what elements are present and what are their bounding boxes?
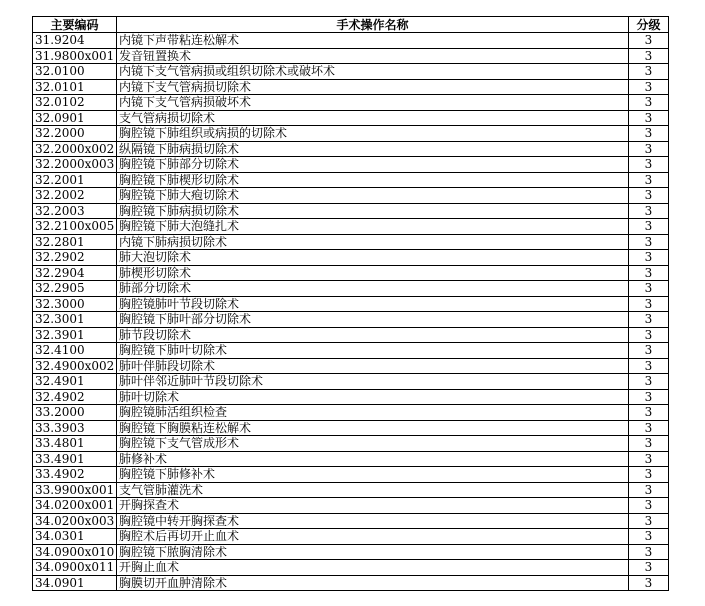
table-row: [33, 513, 669, 529]
cell-procedure-name: 内镜下声带粘连松解术: [117, 33, 629, 49]
procedure-table: [32, 16, 669, 591]
cell-procedure-name: 肺大泡切除术: [117, 250, 629, 266]
table-row: [33, 482, 669, 498]
cell-procedure-name: 胸腔镜下肺叶部分切除术: [117, 312, 629, 328]
cell-procedure-name: 支气管病损切除术: [117, 110, 629, 126]
cell-procedure-name: 内镜下支气管病损切除术: [117, 79, 629, 95]
procedure-table-container: [32, 16, 669, 591]
cell-code: 32.3001: [33, 312, 117, 328]
cell-code: 33.4801: [33, 436, 117, 452]
table-row: [33, 389, 669, 405]
cell-procedure-name: 肺叶切除术: [117, 389, 629, 405]
header-name: 手术操作名称: [117, 17, 629, 33]
table-row: [33, 436, 669, 452]
table-row: [33, 560, 669, 576]
cell-procedure-name: 胸腔镜下肺组织或病损的切除术: [117, 126, 629, 142]
cell-code: 34.0200x001: [33, 498, 117, 514]
cell-grade: 3: [629, 203, 669, 219]
cell-grade: 3: [629, 79, 669, 95]
table-row: [33, 544, 669, 560]
cell-code: 32.2100x005: [33, 219, 117, 235]
table-row: [33, 420, 669, 436]
cell-grade: 3: [629, 296, 669, 312]
cell-code: 34.0901: [33, 575, 117, 591]
cell-grade: 3: [629, 327, 669, 343]
cell-code: 32.0901: [33, 110, 117, 126]
cell-procedure-name: 肺叶伴邻近肺叶节段切除术: [117, 374, 629, 390]
cell-grade: 3: [629, 110, 669, 126]
cell-procedure-name: 胸腔镜肺活组织检查: [117, 405, 629, 421]
table-row: [33, 188, 669, 204]
cell-code: 32.2001: [33, 172, 117, 188]
cell-code: 32.2904: [33, 265, 117, 281]
cell-grade: 3: [629, 219, 669, 235]
cell-procedure-name: 胸腔镜下肺大疱切除术: [117, 188, 629, 204]
cell-procedure-name: 肺叶伴肺段切除术: [117, 358, 629, 374]
table-row: [33, 467, 669, 483]
table-row: [33, 498, 669, 514]
cell-grade: 3: [629, 451, 669, 467]
table-row: [33, 172, 669, 188]
table-row: [33, 575, 669, 591]
cell-code: 32.2000x003: [33, 157, 117, 173]
cell-grade: 3: [629, 64, 669, 80]
cell-procedure-name: 内镜下支气管病损或组织切除术或破坏术: [117, 64, 629, 80]
cell-grade: 3: [629, 126, 669, 142]
table-body: [33, 33, 669, 591]
cell-grade: 3: [629, 250, 669, 266]
cell-procedure-name: 肺部分切除术: [117, 281, 629, 297]
cell-grade: 3: [629, 48, 669, 64]
header-code: 主要编码: [33, 17, 117, 33]
cell-code: 33.9900x001: [33, 482, 117, 498]
table-row: [33, 250, 669, 266]
table-row: [33, 110, 669, 126]
table-row: [33, 451, 669, 467]
cell-grade: 3: [629, 467, 669, 483]
cell-grade: 3: [629, 374, 669, 390]
cell-code: 32.2801: [33, 234, 117, 250]
cell-procedure-name: 肺修补术: [117, 451, 629, 467]
cell-grade: 3: [629, 498, 669, 514]
cell-grade: 3: [629, 234, 669, 250]
cell-procedure-name: 胸腔镜中转开胸探查术: [117, 513, 629, 529]
cell-grade: 3: [629, 420, 669, 436]
cell-code: 32.2003: [33, 203, 117, 219]
cell-procedure-name: 胸腔镜下肺部分切除术: [117, 157, 629, 173]
cell-procedure-name: 胸膜切开血肿清除术: [117, 575, 629, 591]
cell-code: 32.0102: [33, 95, 117, 111]
cell-code: 31.9204: [33, 33, 117, 49]
cell-grade: 3: [629, 529, 669, 545]
cell-grade: 3: [629, 436, 669, 452]
cell-code: 34.0200x003: [33, 513, 117, 529]
cell-grade: 3: [629, 482, 669, 498]
cell-procedure-name: 开胸止血术: [117, 560, 629, 576]
cell-procedure-name: 胸腔镜下肺大泡缝扎术: [117, 219, 629, 235]
cell-code: 31.9800x001: [33, 48, 117, 64]
table-row: [33, 281, 669, 297]
cell-code: 34.0900x010: [33, 544, 117, 560]
cell-grade: 3: [629, 343, 669, 359]
header-grade: 分级: [629, 17, 669, 33]
cell-code: 32.2000x002: [33, 141, 117, 157]
cell-grade: 3: [629, 358, 669, 374]
cell-code: 32.4901: [33, 374, 117, 390]
table-row: [33, 296, 669, 312]
cell-procedure-name: 胸腔镜下脓胸清除术: [117, 544, 629, 560]
table-row: [33, 33, 669, 49]
cell-grade: 3: [629, 265, 669, 281]
table-row: [33, 157, 669, 173]
table-row: [33, 405, 669, 421]
table-row: [33, 64, 669, 80]
cell-procedure-name: 内镜下肺病损切除术: [117, 234, 629, 250]
table-row: [33, 343, 669, 359]
cell-grade: 3: [629, 405, 669, 421]
cell-procedure-name: 胸腔镜下肺病损切除术: [117, 203, 629, 219]
cell-grade: 3: [629, 141, 669, 157]
cell-procedure-name: 胸腔镜肺叶节段切除术: [117, 296, 629, 312]
cell-code: 34.0900x011: [33, 560, 117, 576]
cell-code: 32.2905: [33, 281, 117, 297]
cell-code: 34.0301: [33, 529, 117, 545]
cell-grade: 3: [629, 312, 669, 328]
cell-procedure-name: 纵隔镜下肺病损切除术: [117, 141, 629, 157]
cell-code: 32.0100: [33, 64, 117, 80]
cell-procedure-name: 胸腔镜下肺叶切除术: [117, 343, 629, 359]
cell-code: 32.2002: [33, 188, 117, 204]
table-row: [33, 95, 669, 111]
cell-code: 33.2000: [33, 405, 117, 421]
cell-grade: 3: [629, 95, 669, 111]
table-row: [33, 265, 669, 281]
table-row: [33, 141, 669, 157]
cell-grade: 3: [629, 157, 669, 173]
cell-code: 32.3901: [33, 327, 117, 343]
cell-grade: 3: [629, 281, 669, 297]
cell-code: 32.4902: [33, 389, 117, 405]
cell-procedure-name: 胸腔术后再切开止血术: [117, 529, 629, 545]
cell-code: 33.4902: [33, 467, 117, 483]
table-row: [33, 327, 669, 343]
cell-grade: 3: [629, 188, 669, 204]
cell-grade: 3: [629, 544, 669, 560]
cell-grade: 3: [629, 33, 669, 49]
table-row: [33, 219, 669, 235]
table-row: [33, 203, 669, 219]
table-header-row: [33, 17, 669, 33]
table-row: [33, 79, 669, 95]
cell-code: 32.4900x002: [33, 358, 117, 374]
cell-grade: 3: [629, 513, 669, 529]
table-row: [33, 312, 669, 328]
cell-code: 32.4100: [33, 343, 117, 359]
table-row: [33, 374, 669, 390]
table-row: [33, 48, 669, 64]
cell-grade: 3: [629, 575, 669, 591]
cell-grade: 3: [629, 560, 669, 576]
cell-code: 33.4901: [33, 451, 117, 467]
cell-procedure-name: 肺楔形切除术: [117, 265, 629, 281]
cell-procedure-name: 胸腔镜下肺修补术: [117, 467, 629, 483]
cell-grade: 3: [629, 389, 669, 405]
cell-code: 32.2000: [33, 126, 117, 142]
cell-procedure-name: 肺节段切除术: [117, 327, 629, 343]
cell-procedure-name: 支气管肺灌洗术: [117, 482, 629, 498]
cell-grade: 3: [629, 172, 669, 188]
cell-procedure-name: 开胸探查术: [117, 498, 629, 514]
cell-procedure-name: 胸腔镜下肺楔形切除术: [117, 172, 629, 188]
cell-procedure-name: 发音钮置换术: [117, 48, 629, 64]
table-row: [33, 126, 669, 142]
cell-code: 32.2902: [33, 250, 117, 266]
cell-code: 32.0101: [33, 79, 117, 95]
table-row: [33, 234, 669, 250]
cell-procedure-name: 内镜下支气管病损破坏术: [117, 95, 629, 111]
table-row: [33, 358, 669, 374]
cell-code: 33.3903: [33, 420, 117, 436]
cell-code: 32.3000: [33, 296, 117, 312]
cell-procedure-name: 胸腔镜下胸膜粘连松解术: [117, 420, 629, 436]
cell-procedure-name: 胸腔镜下支气管成形术: [117, 436, 629, 452]
table-row: [33, 529, 669, 545]
